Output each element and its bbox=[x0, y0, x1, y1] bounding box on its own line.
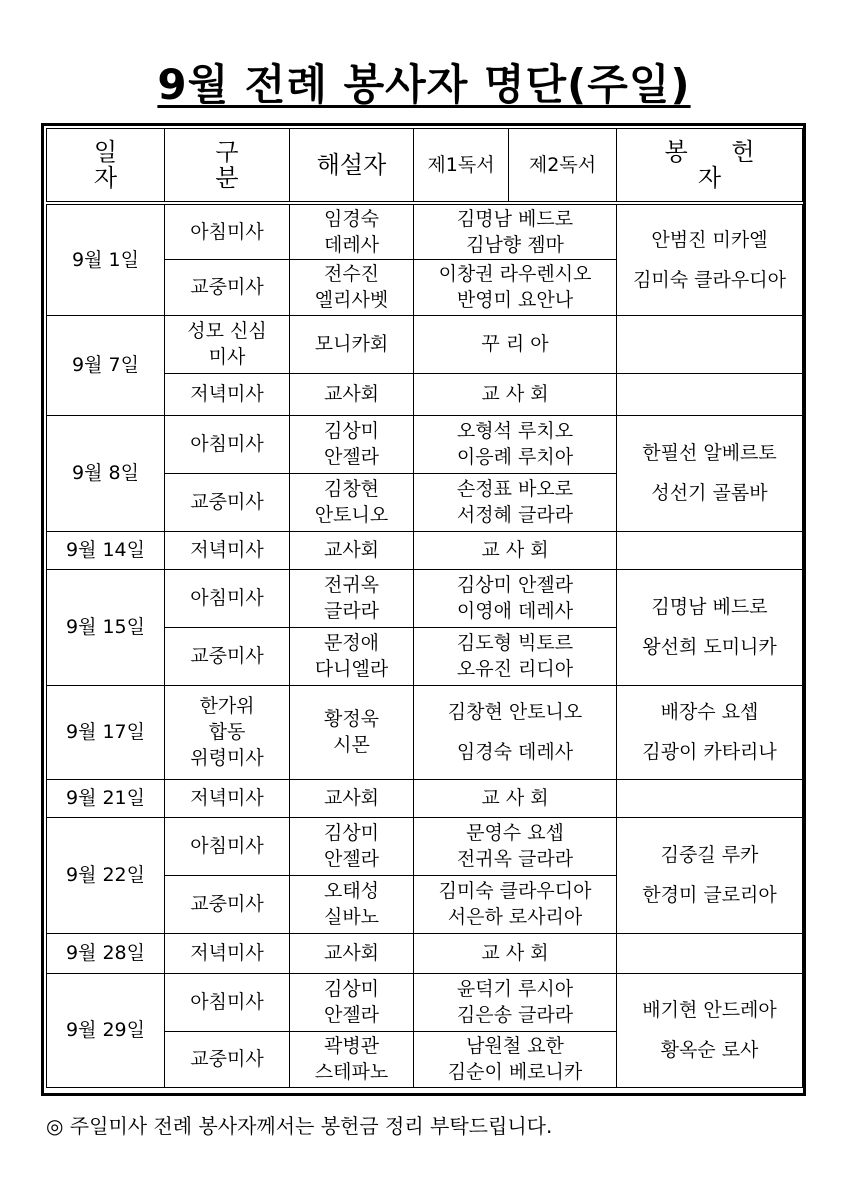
reader-2: 서은하 로사리아 bbox=[447, 906, 583, 928]
baptismal-name: 안토니오 bbox=[314, 504, 389, 526]
reader-1: 김도형 빅토르 bbox=[456, 632, 574, 654]
commentator-cell: 교사회 bbox=[290, 779, 414, 817]
footer-note: ◎ 주일미사 전례 봉사자께서는 봉헌금 정리 부탁드립니다. bbox=[46, 1114, 553, 1138]
baptismal-name: 안젤라 bbox=[323, 848, 380, 870]
mass-type: 교중미사 bbox=[165, 627, 290, 685]
header-reader1: 제1독서 bbox=[414, 129, 509, 204]
mass-type: 저녁미사 bbox=[165, 933, 290, 973]
table-row bbox=[47, 973, 803, 1031]
name: 전수진 bbox=[323, 263, 380, 285]
table-row bbox=[47, 203, 803, 259]
offering-cell bbox=[617, 531, 803, 569]
commentator-cell: 교사회 bbox=[290, 531, 414, 569]
table-row bbox=[47, 569, 803, 627]
table-row bbox=[47, 685, 803, 779]
mass-type: 교중미사 bbox=[165, 1031, 290, 1087]
readers-cell bbox=[414, 569, 617, 627]
header-row bbox=[47, 129, 803, 204]
offering-cell bbox=[617, 315, 803, 373]
reader-1: 손정표 바오로 bbox=[456, 478, 574, 500]
mass-type: 교중미사 bbox=[165, 875, 290, 933]
mass-type: 저녁미사 bbox=[165, 531, 290, 569]
table-row bbox=[47, 531, 803, 569]
offerer-1: 한필선 알베르토 bbox=[642, 442, 777, 464]
readers-cell: 교 사 회 bbox=[414, 373, 617, 415]
mass-type: 아침미사 bbox=[165, 203, 290, 259]
reader-2: 반영미 요안나 bbox=[456, 289, 574, 311]
table-row bbox=[47, 415, 803, 473]
offerer-2: 김미숙 클라우디아 bbox=[633, 268, 786, 291]
reader-2: 이영애 데레사 bbox=[456, 600, 574, 622]
offerer-1: 배기현 안드레아 bbox=[642, 999, 777, 1021]
mass-type: 아침미사 bbox=[165, 415, 290, 473]
mass-type-line3: 위령미사 bbox=[190, 747, 264, 769]
reader-1: 김창현 안토니오 bbox=[447, 701, 583, 723]
readers-cell bbox=[414, 473, 617, 531]
commentator-cell bbox=[290, 627, 414, 685]
offering-cell bbox=[617, 569, 803, 685]
commentator-cell bbox=[290, 259, 414, 315]
commentator-cell: 모니카회 bbox=[290, 315, 414, 373]
readers-cell bbox=[414, 627, 617, 685]
reader-2: 전귀옥 글라라 bbox=[456, 848, 574, 870]
offerer-1: 김중길 루카 bbox=[660, 844, 759, 866]
offering-cell bbox=[617, 973, 803, 1087]
commentator-cell bbox=[290, 473, 414, 531]
mass-type bbox=[165, 315, 290, 373]
name: 오태성 bbox=[323, 880, 380, 902]
name: 전귀옥 bbox=[323, 574, 380, 596]
commentator-cell: 교사회 bbox=[290, 373, 414, 415]
readers-cell bbox=[414, 875, 617, 933]
offerer-2: 왕선희 도미니카 bbox=[642, 636, 777, 658]
table-row bbox=[47, 315, 803, 373]
reader-1: 윤덕기 루시아 bbox=[456, 978, 574, 1000]
readers-cell: 교 사 회 bbox=[414, 531, 617, 569]
offering-cell bbox=[617, 415, 803, 531]
offerer-2: 성선기 골롬바 bbox=[651, 482, 768, 504]
date-cell: 9월 17일 bbox=[47, 685, 165, 779]
offering-cell bbox=[617, 373, 803, 415]
commentator-cell bbox=[290, 817, 414, 875]
mass-type: 아침미사 bbox=[165, 569, 290, 627]
mass-type-line1: 한가위 bbox=[199, 695, 255, 717]
header-date: 일 자 bbox=[47, 129, 165, 204]
mass-type: 교중미사 bbox=[165, 259, 290, 315]
date-cell: 9월 28일 bbox=[47, 933, 165, 973]
header-offering: 봉 헌 자 bbox=[617, 129, 803, 204]
offerer-2: 황옥순 로사 bbox=[660, 1039, 759, 1061]
offering-cell bbox=[617, 817, 803, 933]
readers-cell: 교 사 회 bbox=[414, 933, 617, 973]
commentator-cell bbox=[290, 875, 414, 933]
name: 황정욱 bbox=[323, 708, 380, 730]
reader-1: 남원철 요한 bbox=[466, 1035, 564, 1057]
date-cell: 9월 29일 bbox=[47, 973, 165, 1087]
commentator-cell bbox=[290, 569, 414, 627]
date-cell: 9월 14일 bbox=[47, 531, 165, 569]
title-text: 9월 전례 봉사자 명단(주일) bbox=[157, 60, 691, 109]
readers-cell bbox=[414, 203, 617, 259]
name: 김상미 bbox=[323, 420, 380, 442]
offerer-1: 안범진 미카엘 bbox=[651, 228, 768, 251]
name: 김상미 bbox=[323, 978, 380, 1000]
mass-type bbox=[165, 685, 290, 779]
date-cell: 9월 8일 bbox=[47, 415, 165, 531]
readers-cell: 교 사 회 bbox=[414, 779, 617, 817]
reader-2: 김남향 젬마 bbox=[466, 233, 564, 256]
mass-type-line2: 합동 bbox=[208, 721, 246, 743]
reader-2: 임경숙 데레사 bbox=[456, 741, 574, 763]
reader-1: 김상미 안젤라 bbox=[456, 574, 574, 596]
commentator-cell: 교사회 bbox=[290, 933, 414, 973]
mass-type: 아침미사 bbox=[165, 817, 290, 875]
header-reader2: 제2독서 bbox=[509, 129, 617, 204]
table-row bbox=[47, 817, 803, 875]
baptismal-name: 실바노 bbox=[323, 906, 380, 928]
table-row bbox=[47, 933, 803, 973]
mass-type: 저녁미사 bbox=[165, 779, 290, 817]
name: 김상미 bbox=[323, 822, 380, 844]
date-cell: 9월 22일 bbox=[47, 817, 165, 933]
header-type: 구 분 bbox=[165, 129, 290, 204]
readers-cell bbox=[414, 817, 617, 875]
reader-1: 문영수 요셉 bbox=[466, 822, 564, 844]
offering-cell bbox=[617, 779, 803, 817]
baptismal-name: 스테파노 bbox=[314, 1061, 389, 1083]
commentator-cell bbox=[290, 203, 414, 259]
commentator-cell bbox=[290, 1031, 414, 1087]
offering-cell bbox=[617, 685, 803, 779]
reader-1: 오형석 루치오 bbox=[456, 420, 574, 442]
reader-2: 오유진 리디아 bbox=[456, 658, 574, 680]
commentator-cell bbox=[290, 973, 414, 1031]
readers-cell bbox=[414, 259, 617, 315]
name: 문정애 bbox=[323, 632, 380, 654]
offerer-2: 한경미 글로리아 bbox=[642, 884, 777, 906]
date-cell: 9월 7일 bbox=[47, 315, 165, 415]
baptismal-name: 안젤라 bbox=[323, 1004, 380, 1026]
mass-type-line1: 성모 신심 bbox=[187, 320, 267, 342]
page-title bbox=[0, 52, 848, 112]
baptismal-name: 데레사 bbox=[323, 233, 380, 256]
commentator-cell bbox=[290, 685, 414, 779]
reader-2: 김순이 베로니카 bbox=[447, 1061, 583, 1083]
baptismal-name: 다니엘라 bbox=[314, 658, 389, 680]
readers-cell bbox=[414, 973, 617, 1031]
name: 곽병관 bbox=[323, 1035, 380, 1057]
table-row bbox=[47, 779, 803, 817]
schedule-table bbox=[46, 128, 803, 1088]
baptismal-name: 안젤라 bbox=[323, 446, 380, 468]
reader-2: 이응례 루치아 bbox=[456, 446, 574, 468]
header-commentator: 해설자 bbox=[290, 129, 414, 204]
mass-type: 아침미사 bbox=[165, 973, 290, 1031]
reader-2: 서정혜 글라라 bbox=[456, 504, 574, 526]
offerer-1: 김명남 베드로 bbox=[651, 596, 768, 618]
mass-type: 교중미사 bbox=[165, 473, 290, 531]
mass-type-line2: 미사 bbox=[208, 346, 246, 368]
offerer-1: 배장수 요셉 bbox=[660, 701, 759, 723]
offerer-2: 김광이 카타리나 bbox=[642, 741, 777, 763]
reader-2: 김은송 글라라 bbox=[456, 1004, 574, 1026]
commentator-cell bbox=[290, 415, 414, 473]
date-cell: 9월 21일 bbox=[47, 779, 165, 817]
date-cell: 9월 15일 bbox=[47, 569, 165, 685]
date-cell: 9월 1일 bbox=[47, 203, 165, 315]
readers-cell bbox=[414, 415, 617, 473]
reader-1: 김미숙 클라우디아 bbox=[438, 880, 592, 902]
reader-1: 이창권 라우렌시오 bbox=[438, 263, 592, 285]
baptismal-name: 시몬 bbox=[333, 734, 370, 756]
baptismal-name: 엘리사벳 bbox=[314, 289, 389, 311]
name: 김창현 bbox=[323, 478, 380, 500]
readers-cell: 꾸 리 아 bbox=[414, 315, 617, 373]
mass-type: 저녁미사 bbox=[165, 373, 290, 415]
reader-1: 김명남 베드로 bbox=[456, 207, 574, 230]
baptismal-name: 글라라 bbox=[323, 600, 380, 622]
name: 임경숙 bbox=[323, 207, 380, 230]
readers-cell bbox=[414, 685, 617, 779]
readers-cell bbox=[414, 1031, 617, 1087]
offering-cell bbox=[617, 203, 803, 315]
offering-cell bbox=[617, 933, 803, 973]
